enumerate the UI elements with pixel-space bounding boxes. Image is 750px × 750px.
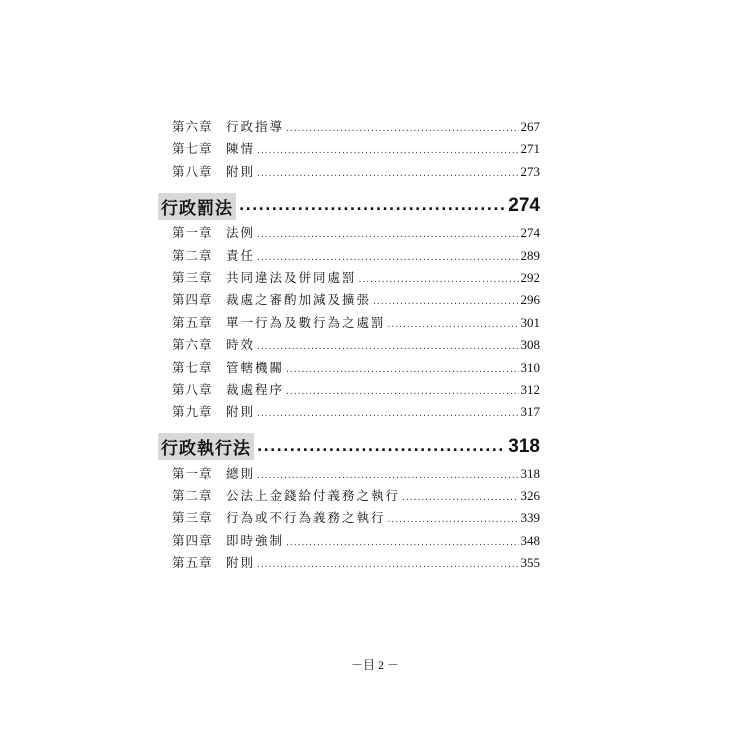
dot-leader: [257, 169, 518, 179]
toc-entry: [158, 139, 540, 161]
page-number: 273: [520, 163, 540, 179]
table-of-contents: [158, 117, 540, 576]
chapter-number: 第三章: [172, 269, 213, 285]
page-number: 317: [520, 404, 540, 420]
toc-entry: [158, 117, 540, 139]
toc-entry: [158, 290, 540, 312]
page-number: 289: [520, 247, 540, 263]
toc-entry: [158, 402, 540, 424]
chapter-title: 共同違法及併同處罰: [226, 269, 357, 285]
chapter-title: 法例: [226, 225, 256, 241]
toc-entry: [158, 335, 540, 357]
section-title: 行政執行法: [158, 433, 254, 460]
dot-leader: [286, 387, 518, 397]
page-number: 271: [520, 141, 540, 157]
page-number: 308: [520, 337, 540, 353]
toc-entry: [158, 223, 540, 245]
dot-leader: [257, 440, 505, 454]
page-number: 312: [520, 381, 540, 397]
chapter-number: 第八章: [172, 381, 213, 397]
dot-leader: [388, 320, 519, 330]
page-number: 274: [520, 225, 540, 241]
toc-entry: [158, 162, 540, 184]
dot-leader: [286, 538, 518, 548]
chapter-number: 第二章: [172, 247, 213, 263]
chapter-title: 管轄機關: [226, 359, 285, 375]
toc-entry: [158, 268, 540, 290]
toc-entry: [158, 531, 540, 553]
dot-leader: [257, 342, 518, 352]
chapter-title: 陳情: [226, 141, 256, 157]
chapter-title: 公法上金錢給付義務之執行: [226, 488, 401, 504]
dot-leader: [286, 365, 518, 375]
chapter-title: 總則: [226, 465, 256, 481]
page-number: 339: [520, 510, 540, 526]
chapter-number: 第三章: [172, 510, 213, 526]
chapter-title: 單一行為及數行為之處罰: [226, 314, 386, 330]
page-number: 318: [520, 465, 540, 481]
chapter-title: 即時強制: [226, 532, 285, 548]
chapter-number: 第四章: [172, 292, 213, 308]
page-number: 310: [520, 359, 540, 375]
chapter-title: 附則: [226, 555, 256, 571]
page-number: 267: [520, 119, 540, 134]
chapter-title: 裁處之審酌加減及擴張: [226, 292, 372, 308]
chapter-number: 第六章: [172, 337, 213, 353]
page-number: 326: [520, 488, 540, 504]
section-page-number: 318: [508, 435, 540, 457]
chapter-title: 裁處程序: [226, 381, 285, 397]
chapter-title: 附則: [226, 404, 256, 420]
toc-entry: [158, 553, 540, 575]
page-number: 301: [520, 314, 540, 330]
toc-entry: [158, 464, 540, 486]
section-heading: [158, 435, 540, 459]
dot-leader: [402, 493, 518, 503]
dot-leader: [257, 230, 518, 240]
toc-entry: [158, 486, 540, 508]
section-heading: [158, 194, 540, 218]
dot-leader: [257, 253, 518, 263]
dot-leader: [257, 146, 518, 156]
dot-leader: [257, 409, 518, 419]
dot-leader: [239, 199, 505, 213]
toc-entry: [158, 313, 540, 335]
page-number: 355: [520, 555, 540, 571]
dot-leader: [359, 275, 519, 285]
dot-leader: [388, 515, 519, 525]
toc-entry: [158, 508, 540, 530]
chapter-title: 責任: [226, 247, 256, 263]
toc-entry: [158, 358, 540, 380]
toc-entry: [158, 246, 540, 268]
chapter-title: 行為或不行為義務之執行: [226, 510, 386, 526]
chapter-number: 第四章: [172, 532, 213, 548]
chapter-title: 附則: [226, 163, 256, 179]
chapter-number: 第二章: [172, 488, 213, 504]
chapter-number: 第一章: [172, 225, 213, 241]
page-footer: －目 2 －: [350, 658, 399, 672]
chapter-number: 第六章: [172, 119, 213, 134]
dot-leader: [373, 297, 518, 307]
chapter-number: 第九章: [172, 404, 213, 420]
chapter-number: 第七章: [172, 359, 213, 375]
chapter-number: 第一章: [172, 465, 213, 481]
page-number: 292: [520, 269, 540, 285]
chapter-number: 第五章: [172, 555, 213, 571]
chapter-title: 時效: [226, 337, 256, 353]
chapter-title: 行政指導: [226, 119, 285, 134]
chapter-number: 第八章: [172, 163, 213, 179]
page-number: 296: [520, 292, 540, 308]
chapter-number: 第七章: [172, 141, 213, 157]
section-page-number: 274: [508, 195, 540, 217]
chapter-number: 第五章: [172, 314, 213, 330]
section-title: 行政罰法: [158, 193, 236, 220]
toc-entry: [158, 380, 540, 402]
dot-leader: [286, 124, 518, 134]
dot-leader: [257, 560, 518, 570]
dot-leader: [257, 471, 518, 481]
page-number: 348: [520, 532, 540, 548]
